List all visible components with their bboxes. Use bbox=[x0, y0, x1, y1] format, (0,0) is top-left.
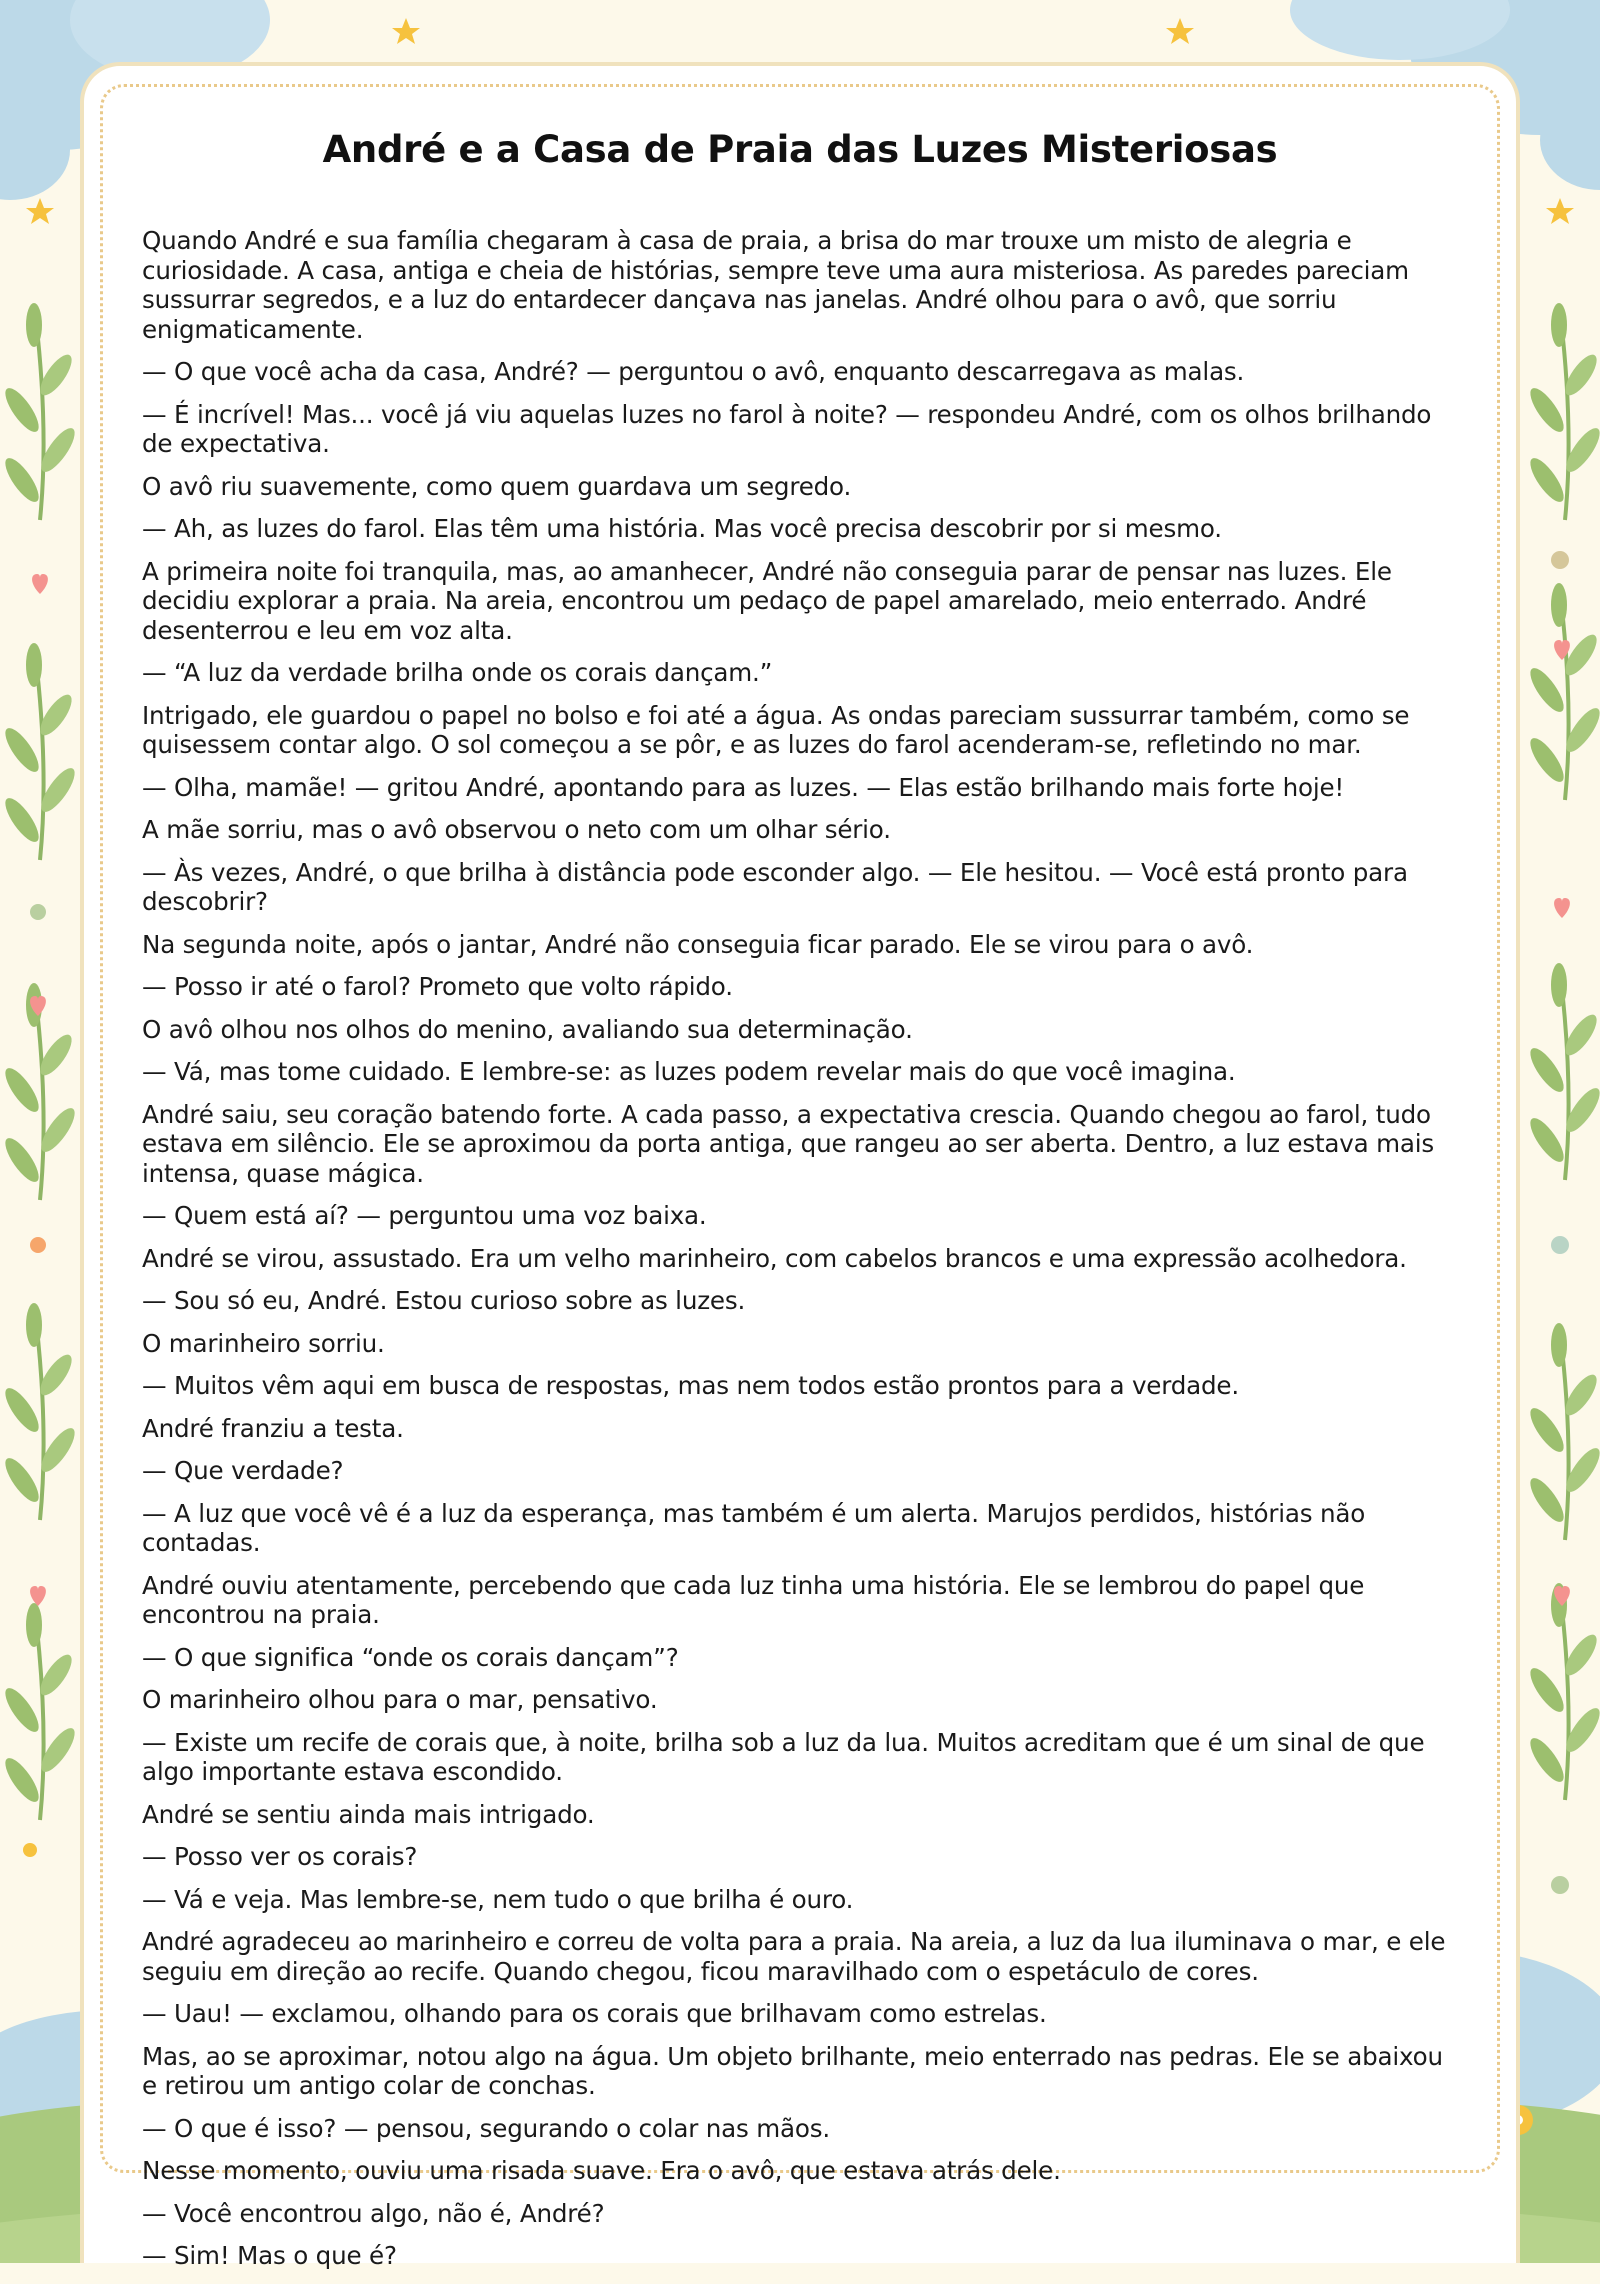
story-paragraph: André se sentiu ainda mais intrigado. bbox=[142, 1799, 595, 1829]
story-paragraph: — Muitos vêm aqui em busca de respostas, mas nem todos estão prontos para a verdade. bbox=[142, 1371, 1239, 1400]
story-paragraph: — O que você acha da casa, André? — perguntou o avô, enquanto descarregava as malas. bbox=[142, 357, 1245, 386]
story-paragraph: André ouviu atentamente, percebendo que cada luz tinha uma história. Ele se lembrou do papel que encontrou na praia. bbox=[142, 1570, 1365, 1629]
story-paragraph: André saiu, seu coração batendo forte. A cada passo, a expectativa crescia. Quando chegou ao farol, tudo estava em silêncio. Ele se aproximou da porta antiga, que rangeu ao ser aberta. Dentro, a luz estava mais intensa, quase mágica. bbox=[142, 1099, 1434, 1188]
story-paragraph: O marinheiro olhou para o mar, pensativo. bbox=[142, 1685, 658, 1714]
leaf-sprig-icon bbox=[1525, 1583, 1600, 1800]
leaf-sprig-icon bbox=[0, 303, 80, 520]
story-paragraph: — Uau! — exclamou, olhando para os corais que brilhavam como estrelas. bbox=[142, 1999, 1047, 2028]
story-paragraph: — Às vezes, André, o que brilha à distância pode esconder algo. — Ele hesitou. — Você está pronto para descobrir? bbox=[142, 857, 1408, 916]
story-title: André e a Casa de Praia das Luzes Misteriosas bbox=[322, 128, 1278, 171]
story-paragraph: — Sim! Mas o que é? bbox=[142, 2241, 397, 2270]
leaf-sprig-icon bbox=[0, 983, 80, 1200]
heart-icon bbox=[32, 574, 48, 594]
story-paragraph: — Posso ver os corais? bbox=[142, 1842, 418, 1871]
story-paragraph: — Olha, mamãe! — gritou André, apontando para as luzes. — Elas estão brilhando mais forte hoje! bbox=[142, 772, 1345, 802]
story-paragraph: O avô olhou nos olhos do menino, avaliando sua determinação. bbox=[142, 1014, 913, 1044]
story-paragraph: Mas, ao se aproximar, notou algo na água. Um objeto brilhante, meio enterrado nas pedras. Ele se abaixou e retirou um antigo colar de conchas. bbox=[142, 2041, 1443, 2100]
story-paragraph: Nesse momento, ouviu uma risada suave. Era o avô, que estava atrás dele. bbox=[142, 2156, 1061, 2185]
story-paragraph: Intrigado, ele guardou o papel no bolso e foi até a água. As ondas pareciam sussurrar também, como se quisessem contar algo. O sol começou a se pôr, e as luzes do farol acenderam-se, refletindo no mar. bbox=[142, 700, 1410, 759]
story-paragraph: — Sou só eu, André. Estou curioso sobre as luzes. bbox=[142, 1286, 746, 1315]
story-paragraph: — O que é isso? — pensou, segurando o colar nas mãos. bbox=[142, 2113, 830, 2143]
story-paragraph: — Quem está aí? — perguntou uma voz baixa. bbox=[142, 1201, 707, 1230]
star-icon bbox=[392, 18, 420, 44]
story-paragraph: O marinheiro sorriu. bbox=[142, 1328, 385, 1358]
story-paragraph: A mãe sorriu, mas o avô observou o neto com um olhar sério. bbox=[142, 815, 891, 844]
leaf-sprig-icon bbox=[1525, 583, 1600, 800]
story-paragraph: André franziu a testa. bbox=[142, 1413, 404, 1443]
story-paragraph: Quando André e sua família chegaram à casa de praia, a brisa do mar trouxe um misto de alegria e curiosidade. A casa, antiga e cheia de histórias, sempre teve uma aura misteriosa. As paredes pareciam sussurrar segredos, e a luz do entardecer dançava nas janelas. André olhou para o avô, que sorriu enigmaticamente. bbox=[142, 226, 1409, 344]
story-paragraph: — A luz que você vê é a luz da esperança, mas também é um alerta. Marujos perdidos, histórias não contadas. bbox=[142, 1498, 1366, 1557]
leaf-sprig-icon bbox=[1525, 303, 1600, 520]
star-icon bbox=[26, 198, 54, 224]
story-paragraph: — Posso ir até o farol? Prometo que volto rápido. bbox=[142, 972, 733, 1001]
leaf-sprig-icon bbox=[0, 1303, 80, 1520]
story-paragraph: — “A luz da verdade brilha onde os corais dançam.” bbox=[142, 658, 773, 687]
story-paragraph: Na segunda noite, após o jantar, André não conseguia ficar parado. Ele se virou para o avô. bbox=[142, 929, 1254, 959]
leaf-sprig-icon bbox=[0, 643, 80, 860]
story-paragraph: — Existe um recife de corais que, à noite, brilha sob a luz da lua. Muitos acreditam que é um sinal de que algo importante estava escondido. bbox=[142, 1727, 1425, 1786]
leaf-sprig-icon bbox=[1525, 963, 1600, 1180]
story-paragraph: A primeira noite foi tranquila, mas, ao amanhecer, André não conseguia parar de pensar nas luzes. Ele decidiu explorar a praia. Na areia, encontrou um pedaço de papel amarelado, meio enterrado. André desenterrou e leu em voz alta. bbox=[142, 556, 1392, 645]
leaf-sprig-icon bbox=[0, 1603, 80, 1820]
story-paragraph: André se virou, assustado. Era um velho marinheiro, com cabelos brancos e uma expressão acolhedora. bbox=[142, 1243, 1407, 1273]
heart-icon bbox=[30, 1586, 46, 1606]
story-paragraph: — Ah, as luzes do farol. Elas têm uma história. Mas você precisa descobrir por si mesmo. bbox=[142, 514, 1222, 543]
story-paragraph: — Vá, mas tome cuidado. E lembre-se: as luzes podem revelar mais do que você imagina. bbox=[142, 1057, 1236, 1086]
story-paragraph: — É incrível! Mas... você já viu aquelas luzes no farol à noite? — respondeu André, com os olhos brilhando de expectativa. bbox=[142, 399, 1432, 458]
star-icon bbox=[1546, 198, 1574, 224]
story-paragraph: André agradeceu ao marinheiro e correu de volta para a praia. Na areia, a luz da lua iluminava o mar, e ele seguiu em direção ao recife. Quando chegou, ficou maravilhado com o espetáculo de cores. bbox=[142, 1927, 1446, 1986]
leaf-sprig-icon bbox=[1525, 1323, 1600, 1540]
story-body bbox=[142, 226, 1462, 2284]
story-paragraph: — Que verdade? bbox=[142, 1456, 344, 1485]
story-paragraph: — Você encontrou algo, não é, André? bbox=[142, 2198, 605, 2228]
heart-icon bbox=[1554, 898, 1570, 918]
story-paragraph: — O que significa “onde os corais dançam”? bbox=[142, 1642, 679, 1672]
story-paragraph: — Vá e veja. Mas lembre-se, nem tudo o que brilha é ouro. bbox=[142, 1884, 854, 1914]
story-paragraph: O avô riu suavemente, como quem guardava um segredo. bbox=[142, 471, 852, 501]
star-icon bbox=[1166, 18, 1194, 44]
